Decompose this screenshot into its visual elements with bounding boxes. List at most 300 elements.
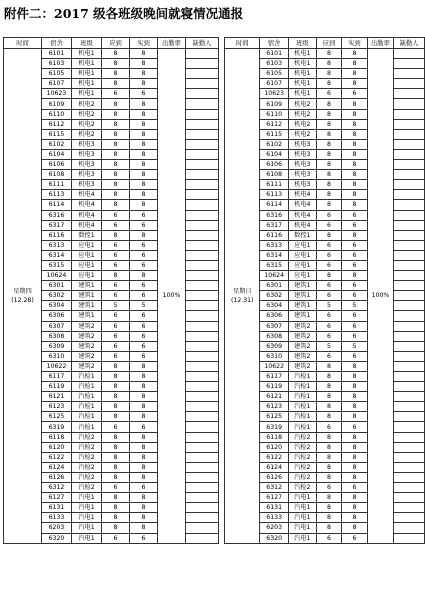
dorm-cell: 6310	[42, 351, 72, 361]
expected-cell: 8	[316, 493, 342, 503]
absentees-cell	[394, 311, 425, 321]
dorm-cell: 6127	[260, 493, 288, 503]
class-cell: 建筑2	[72, 341, 102, 351]
expected-cell: 8	[316, 412, 342, 422]
actual-cell: 6	[342, 89, 368, 99]
dorm-cell: 10622	[260, 361, 288, 371]
absentees-cell	[394, 483, 425, 493]
class-cell: 应电1	[72, 271, 102, 281]
class-cell: 汽检1	[72, 392, 102, 402]
expected-cell: 8	[102, 200, 130, 210]
header-actual: 实到	[130, 38, 158, 49]
absentees-cell	[394, 372, 425, 382]
class-cell: 建筑2	[72, 331, 102, 341]
header-time: 时间	[4, 38, 42, 49]
dorm-cell: 6103	[42, 59, 72, 69]
actual-cell: 6	[130, 240, 158, 250]
class-cell: 机电2	[288, 99, 316, 109]
expected-cell: 8	[102, 513, 130, 523]
class-cell: 汽检1	[288, 422, 316, 432]
actual-cell: 8	[342, 462, 368, 472]
actual-cell: 8	[342, 190, 368, 200]
expected-cell: 6	[102, 281, 130, 291]
absentees-cell	[394, 533, 425, 543]
absentees-cell	[394, 452, 425, 462]
class-cell: 建筑2	[72, 351, 102, 361]
class-cell: 汽检2	[288, 472, 316, 482]
dorm-cell: 6308	[42, 331, 72, 341]
absentees-cell	[186, 139, 219, 149]
dorm-cell: 6108	[42, 170, 72, 180]
actual-cell: 6	[342, 250, 368, 260]
absentees-cell	[186, 452, 219, 462]
class-cell: 汽检1	[288, 402, 316, 412]
expected-cell: 8	[316, 139, 342, 149]
header-class: 班级	[288, 38, 316, 49]
class-cell: 建筑1	[72, 311, 102, 321]
dorm-cell: 6317	[42, 220, 72, 230]
dorm-cell: 6312	[42, 483, 72, 493]
dorm-cell: 6110	[260, 109, 288, 119]
dorm-cell: 6114	[260, 200, 288, 210]
actual-cell: 8	[130, 49, 158, 59]
class-cell: 应电1	[288, 250, 316, 260]
dorm-cell: 6115	[260, 129, 288, 139]
actual-cell: 6	[130, 281, 158, 291]
absentees-cell	[186, 129, 219, 139]
class-cell: 汽检2	[72, 432, 102, 442]
class-cell: 汽电1	[288, 523, 316, 533]
expected-cell: 6	[316, 89, 342, 99]
absentees-cell	[186, 533, 219, 543]
absentees-cell	[186, 59, 219, 69]
class-cell: 机电3	[72, 139, 102, 149]
dorm-cell: 6120	[42, 442, 72, 452]
expected-cell: 6	[102, 89, 130, 99]
date-label: (12.28)	[11, 296, 34, 304]
dorm-cell: 6113	[260, 190, 288, 200]
absentees-cell	[394, 301, 425, 311]
dorm-cell: 6124	[42, 462, 72, 472]
header-attendance-rate: 出勤率	[158, 38, 186, 49]
absentees-cell	[186, 240, 219, 250]
expected-cell: 6	[316, 483, 342, 493]
dorm-cell: 6112	[260, 119, 288, 129]
dorm-cell: 6103	[260, 59, 288, 69]
dorm-cell: 6319	[260, 422, 288, 432]
dorm-cell: 6114	[42, 200, 72, 210]
class-cell: 机电3	[72, 160, 102, 170]
expected-cell: 8	[102, 129, 130, 139]
actual-cell: 8	[342, 180, 368, 190]
expected-cell: 8	[316, 59, 342, 69]
actual-cell: 6	[342, 351, 368, 361]
table-row	[225, 49, 425, 59]
header-time: 时间	[225, 38, 260, 49]
dorm-cell: 6116	[260, 230, 288, 240]
absentees-cell	[186, 503, 219, 513]
actual-cell: 8	[342, 372, 368, 382]
actual-cell: 8	[130, 190, 158, 200]
class-cell: 机电4	[72, 190, 102, 200]
class-cell: 建筑1	[72, 291, 102, 301]
class-cell: 建筑2	[288, 351, 316, 361]
class-cell: 机电1	[288, 79, 316, 89]
actual-cell: 6	[342, 533, 368, 543]
absentees-cell	[186, 462, 219, 472]
dorm-cell: 6308	[260, 331, 288, 341]
dorm-cell: 6117	[42, 372, 72, 382]
actual-cell: 6	[342, 281, 368, 291]
class-cell: 建筑1	[288, 291, 316, 301]
expected-cell: 8	[316, 432, 342, 442]
class-cell: 应电1	[72, 260, 102, 270]
class-cell: 应电1	[288, 271, 316, 281]
expected-cell: 6	[102, 533, 130, 543]
actual-cell: 8	[130, 402, 158, 412]
class-cell: 机电2	[288, 119, 316, 129]
dorm-cell: 6119	[260, 382, 288, 392]
class-cell: 应电1	[288, 260, 316, 270]
class-cell: 汽检1	[72, 422, 102, 432]
table-header-row	[4, 38, 219, 49]
class-cell: 机电3	[72, 180, 102, 190]
expected-cell: 8	[316, 160, 342, 170]
absentees-cell	[394, 69, 425, 79]
class-cell: 汽电1	[288, 513, 316, 523]
actual-cell: 8	[342, 493, 368, 503]
dorm-cell: 6312	[260, 483, 288, 493]
class-cell: 汽检2	[288, 432, 316, 442]
dorm-cell: 6118	[260, 432, 288, 442]
expected-cell: 8	[102, 493, 130, 503]
absentees-cell	[186, 321, 219, 331]
absentees-cell	[186, 99, 219, 109]
actual-cell: 8	[342, 361, 368, 371]
absentees-cell	[186, 149, 219, 159]
attendance-rate-cell: 100%	[158, 49, 186, 544]
actual-cell: 6	[342, 291, 368, 301]
dorm-cell: 6106	[42, 160, 72, 170]
actual-cell: 6	[342, 220, 368, 230]
expected-cell: 6	[102, 260, 130, 270]
actual-cell: 8	[130, 462, 158, 472]
absentees-cell	[394, 129, 425, 139]
expected-cell: 8	[316, 523, 342, 533]
actual-cell: 8	[342, 412, 368, 422]
expected-cell: 8	[316, 361, 342, 371]
actual-cell: 6	[130, 311, 158, 321]
expected-cell: 6	[102, 240, 130, 250]
page-title: 附件二：2017 级各班级晚间就寝情况通报	[4, 6, 244, 21]
actual-cell: 8	[130, 170, 158, 180]
dorm-cell: 6320	[260, 533, 288, 543]
dorm-cell: 6101	[42, 49, 72, 59]
actual-cell: 5	[130, 301, 158, 311]
dorm-cell: 6107	[260, 79, 288, 89]
expected-cell: 6	[102, 220, 130, 230]
dorm-cell: 6304	[42, 301, 72, 311]
dorm-cell: 6121	[42, 392, 72, 402]
dorm-cell: 6203	[260, 523, 288, 533]
actual-cell: 8	[342, 472, 368, 482]
dorm-cell: 6121	[260, 392, 288, 402]
dorm-cell: 6316	[42, 210, 72, 220]
absentees-cell	[394, 210, 425, 220]
dorm-cell: 6102	[42, 139, 72, 149]
header-class: 班级	[72, 38, 102, 49]
class-cell: 应电1	[288, 240, 316, 250]
class-cell: 汽检1	[288, 392, 316, 402]
class-cell: 汽检2	[288, 452, 316, 462]
absentees-cell	[394, 190, 425, 200]
class-cell: 机电4	[288, 200, 316, 210]
class-cell: 机电4	[288, 220, 316, 230]
actual-cell: 8	[342, 119, 368, 129]
class-cell: 机电2	[72, 119, 102, 129]
class-cell: 汽检2	[72, 452, 102, 462]
dorm-cell: 6123	[260, 402, 288, 412]
absentees-cell	[394, 392, 425, 402]
dorm-cell: 10624	[42, 271, 72, 281]
absentees-cell	[394, 139, 425, 149]
class-cell: 机电1	[72, 49, 102, 59]
expected-cell: 6	[102, 483, 130, 493]
expected-cell: 8	[102, 139, 130, 149]
actual-cell: 8	[130, 230, 158, 240]
absentees-cell	[394, 281, 425, 291]
expected-cell: 8	[316, 442, 342, 452]
dorm-cell: 6306	[42, 311, 72, 321]
class-cell: 机电2	[72, 109, 102, 119]
absentees-cell	[394, 109, 425, 119]
expected-cell: 6	[316, 321, 342, 331]
actual-cell: 8	[342, 271, 368, 281]
expected-cell: 8	[316, 180, 342, 190]
expected-cell: 8	[316, 49, 342, 59]
expected-cell: 8	[102, 382, 130, 392]
absentees-cell	[186, 69, 219, 79]
absentees-cell	[186, 351, 219, 361]
absentees-cell	[186, 493, 219, 503]
class-cell: 机电4	[288, 190, 316, 200]
actual-cell: 8	[130, 361, 158, 371]
absentees-cell	[186, 89, 219, 99]
dorm-cell: 6119	[42, 382, 72, 392]
actual-cell: 8	[342, 230, 368, 240]
expected-cell: 6	[102, 321, 130, 331]
actual-cell: 8	[130, 99, 158, 109]
dorm-cell: 6315	[42, 260, 72, 270]
absentees-cell	[394, 493, 425, 503]
actual-cell: 6	[130, 250, 158, 260]
dorm-cell: 6203	[42, 523, 72, 533]
class-cell: 机电1	[288, 59, 316, 69]
actual-cell: 5	[342, 341, 368, 351]
expected-cell: 5	[316, 301, 342, 311]
class-cell: 建筑2	[288, 321, 316, 331]
expected-cell: 5	[102, 301, 130, 311]
expected-cell: 6	[316, 533, 342, 543]
dorm-cell: 6123	[42, 402, 72, 412]
class-cell: 汽电1	[72, 513, 102, 523]
class-cell: 机电1	[72, 79, 102, 89]
absentees-cell	[394, 59, 425, 69]
class-cell: 机电2	[72, 99, 102, 109]
absentees-cell	[186, 210, 219, 220]
date-cell	[225, 49, 260, 544]
expected-cell: 6	[102, 351, 130, 361]
absentees-cell	[186, 361, 219, 371]
expected-cell: 8	[102, 149, 130, 159]
header-dorm: 宿舍	[42, 38, 72, 49]
dorm-cell: 6111	[42, 180, 72, 190]
actual-cell: 8	[130, 442, 158, 452]
expected-cell: 8	[316, 170, 342, 180]
dorm-cell: 6310	[260, 351, 288, 361]
expected-cell: 8	[316, 200, 342, 210]
actual-cell: 8	[130, 149, 158, 159]
dorm-cell: 6110	[42, 109, 72, 119]
actual-cell: 8	[130, 160, 158, 170]
actual-cell: 6	[130, 260, 158, 270]
dorm-cell: 6122	[42, 452, 72, 462]
dorm-cell: 10622	[42, 361, 72, 371]
class-cell: 机电1	[288, 89, 316, 99]
dorm-cell: 6301	[42, 281, 72, 291]
class-cell: 机电3	[288, 180, 316, 190]
dorm-cell: 6101	[260, 49, 288, 59]
actual-cell: 8	[342, 452, 368, 462]
actual-cell: 6	[342, 240, 368, 250]
absentees-cell	[186, 422, 219, 432]
class-cell: 汽检1	[288, 382, 316, 392]
actual-cell: 8	[130, 180, 158, 190]
dorm-cell: 6109	[42, 99, 72, 109]
absentees-cell	[186, 513, 219, 523]
date-cell	[4, 49, 42, 544]
dorm-cell: 6117	[260, 372, 288, 382]
expected-cell: 8	[102, 462, 130, 472]
absentees-cell	[394, 402, 425, 412]
expected-cell: 8	[316, 472, 342, 482]
dorm-cell: 6104	[260, 149, 288, 159]
class-cell: 汽检2	[288, 462, 316, 472]
absentees-cell	[186, 160, 219, 170]
attendance-table-left	[3, 37, 219, 544]
class-cell: 汽电1	[72, 533, 102, 543]
expected-cell: 8	[316, 99, 342, 109]
class-cell: 机电4	[72, 220, 102, 230]
actual-cell: 8	[130, 382, 158, 392]
absentees-cell	[394, 79, 425, 89]
class-cell: 应电1	[72, 240, 102, 250]
class-cell: 汽电1	[288, 503, 316, 513]
actual-cell: 6	[130, 422, 158, 432]
expected-cell: 8	[316, 79, 342, 89]
class-cell: 汽检1	[72, 402, 102, 412]
attendance-table-right	[224, 37, 425, 544]
actual-cell: 6	[130, 321, 158, 331]
header-attendance-rate: 出勤率	[367, 38, 394, 49]
absentees-cell	[186, 109, 219, 119]
expected-cell: 8	[102, 99, 130, 109]
actual-cell: 6	[342, 321, 368, 331]
expected-cell: 8	[316, 503, 342, 513]
dorm-cell: 10624	[260, 271, 288, 281]
absentees-cell	[394, 89, 425, 99]
actual-cell: 6	[130, 291, 158, 301]
actual-cell: 6	[130, 533, 158, 543]
dorm-cell: 6133	[260, 513, 288, 523]
absentees-cell	[186, 341, 219, 351]
dorm-cell: 6302	[42, 291, 72, 301]
absentees-cell	[186, 49, 219, 59]
expected-cell: 6	[316, 240, 342, 250]
class-cell: 机电2	[72, 129, 102, 139]
absentees-cell	[186, 311, 219, 321]
actual-cell: 8	[342, 49, 368, 59]
absentees-cell	[186, 190, 219, 200]
absentees-cell	[394, 503, 425, 513]
expected-cell: 6	[316, 260, 342, 270]
expected-cell: 8	[316, 372, 342, 382]
class-cell: 机电3	[288, 139, 316, 149]
actual-cell: 6	[342, 331, 368, 341]
actual-cell: 6	[342, 210, 368, 220]
actual-cell: 8	[342, 109, 368, 119]
absentees-cell	[394, 422, 425, 432]
expected-cell: 6	[102, 311, 130, 321]
class-cell: 建筑1	[72, 301, 102, 311]
expected-cell: 8	[102, 392, 130, 402]
expected-cell: 8	[102, 523, 130, 533]
class-cell: 机电3	[288, 160, 316, 170]
class-cell: 机电1	[288, 69, 316, 79]
class-cell: 机电4	[288, 210, 316, 220]
dorm-cell: 6313	[42, 240, 72, 250]
expected-cell: 8	[102, 69, 130, 79]
expected-cell: 6	[316, 291, 342, 301]
actual-cell: 8	[342, 200, 368, 210]
dorm-cell: 6116	[42, 230, 72, 240]
absentees-cell	[186, 372, 219, 382]
attendance-rate-cell: 100%	[367, 49, 394, 544]
actual-cell: 8	[342, 69, 368, 79]
expected-cell: 8	[102, 119, 130, 129]
class-cell: 建筑2	[288, 331, 316, 341]
actual-cell: 8	[130, 432, 158, 442]
absentees-cell	[394, 523, 425, 533]
actual-cell: 8	[342, 160, 368, 170]
actual-cell: 8	[342, 382, 368, 392]
dorm-cell: 6122	[260, 452, 288, 462]
class-cell: 机电1	[72, 59, 102, 69]
class-cell: 汽检2	[288, 442, 316, 452]
actual-cell: 8	[342, 392, 368, 402]
expected-cell: 8	[102, 180, 130, 190]
class-cell: 机电3	[288, 149, 316, 159]
dorm-cell: 6314	[42, 250, 72, 260]
class-cell: 机电4	[72, 200, 102, 210]
expected-cell: 8	[316, 109, 342, 119]
absentees-cell	[394, 180, 425, 190]
absentees-cell	[394, 200, 425, 210]
actual-cell: 8	[130, 493, 158, 503]
absentees-cell	[394, 472, 425, 482]
dorm-cell: 6302	[260, 291, 288, 301]
dorm-cell: 6118	[42, 432, 72, 442]
